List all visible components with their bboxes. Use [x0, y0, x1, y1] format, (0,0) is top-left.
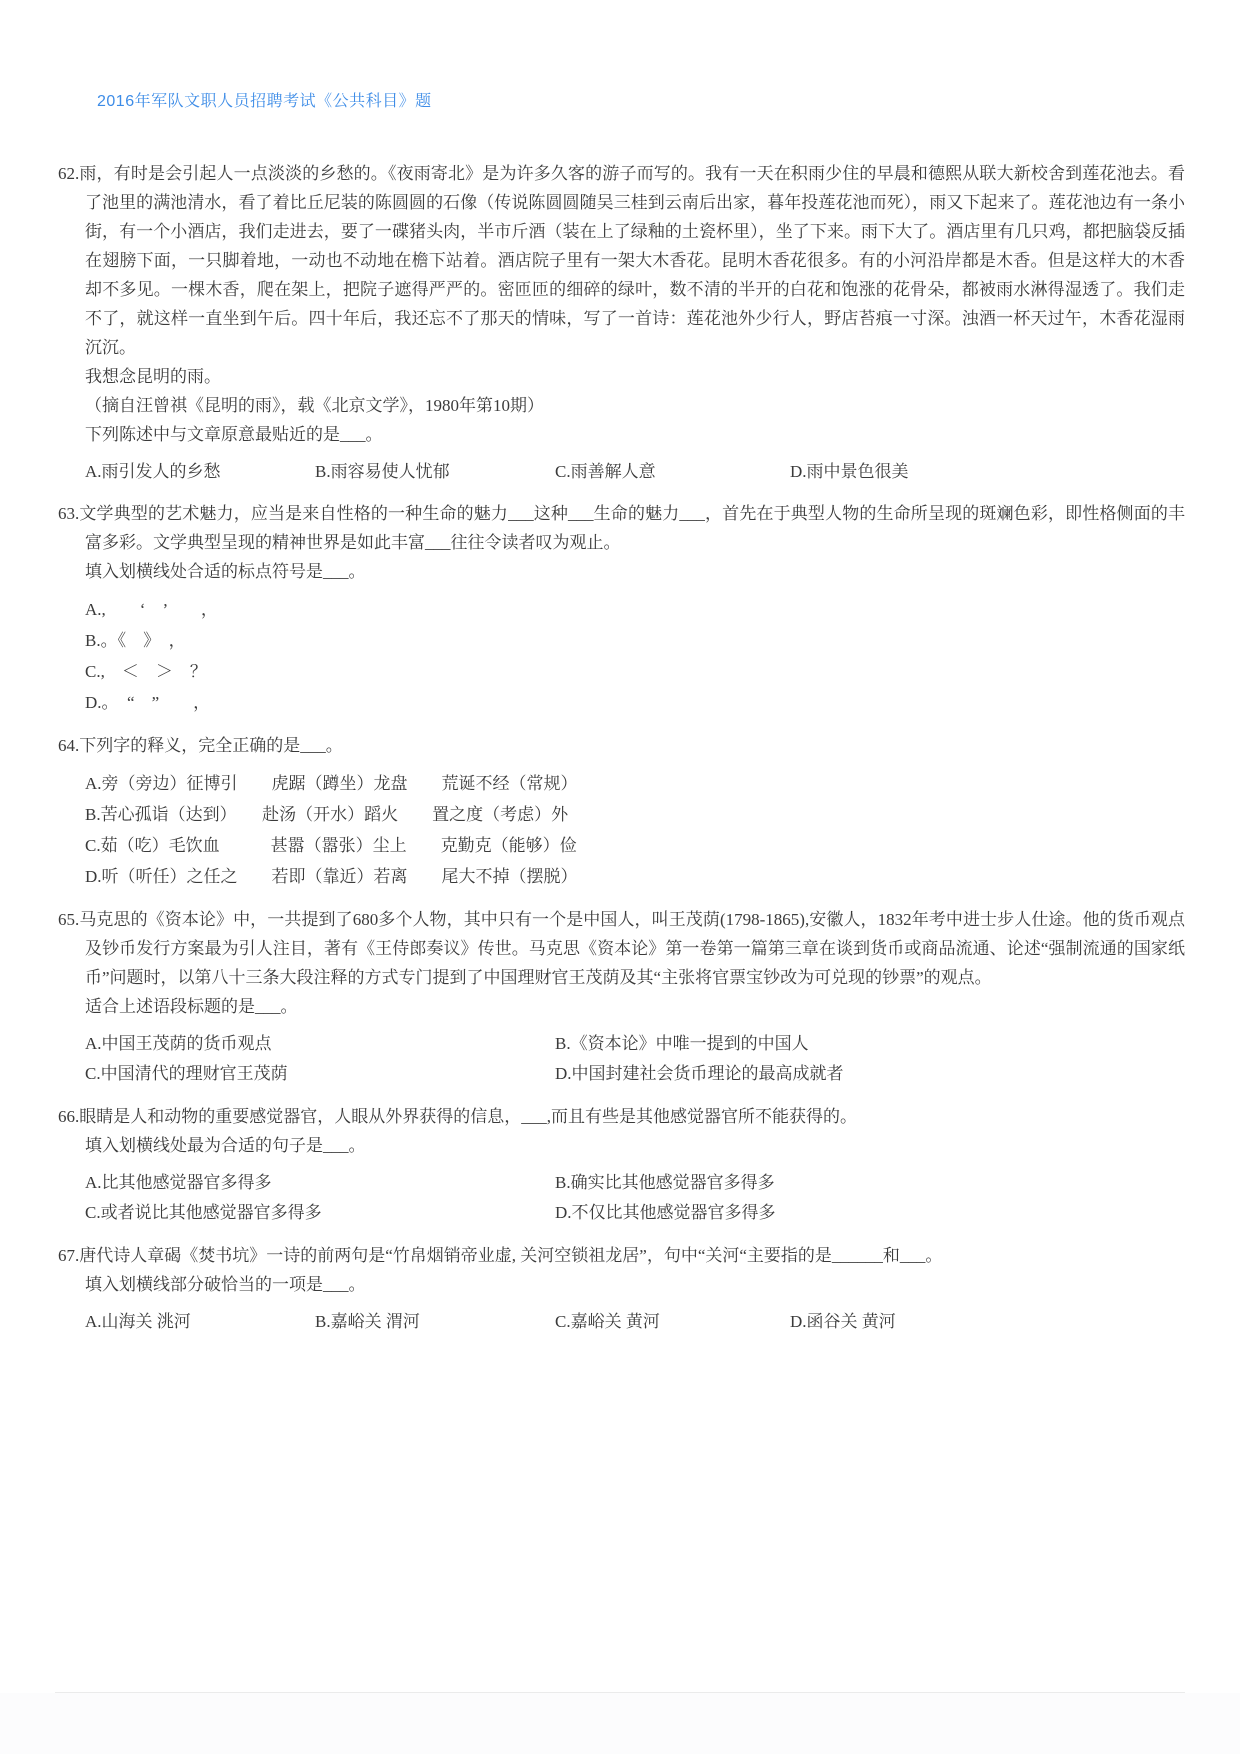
- question-stem-text: 文学典型的艺术魅力，应当是来自性格的一种生命的魅力___这种___生命的魅力___，首先在于典型人物的生命所呈现的斑斓色彩，即性格侧面的丰富多彩。文学典型呈现的精神世界是如此丰富___往往令读者叹为观止。: [79, 504, 1185, 552]
- option-a: A.雨引发人的乡愁: [85, 462, 221, 481]
- question-paragraph: 下列陈述中与文章原意最贴近的是___。: [85, 425, 383, 444]
- option-d: D.听（听任）之任之 若即（靠近）若离 尾大不掉（摆脱）: [85, 867, 578, 886]
- question-62: [58, 159, 1185, 486]
- question-paragraph: 填入划横线处合适的标点符号是___。: [85, 562, 366, 581]
- option-a: A.山海关 洮河: [85, 1312, 191, 1331]
- option-a: A.比其他感觉器官多得多: [85, 1173, 272, 1192]
- options-column: [58, 768, 1185, 892]
- option-c: C.或者说比其他感觉器官多得多: [85, 1203, 322, 1222]
- option-a: A.中国王茂荫的货币观点: [85, 1034, 272, 1053]
- options-grid: [58, 1168, 1185, 1228]
- question-stem-text: 唐代诗人章碣《焚书坑》一诗的前两句是“竹帛烟销帝业虚, 关河空锁祖龙居”，句中“关河“主要指的是______和___。: [79, 1246, 943, 1265]
- option-b: B.苦心孤诣（达到） 赴汤（开水）蹈火 置之度（考虑）外: [85, 805, 569, 824]
- question-64: [58, 731, 1185, 892]
- option-b: B.确实比其他感觉器官多得多: [555, 1173, 775, 1192]
- question-stem-text: 马克思的《资本论》中，一共提到了680多个人物，其中只有一个是中国人，叫王茂荫(1798-1865),安徽人，1832年考中进士步人仕途。他的货币观点及钞币发行方案最为引人注目，著有《王侍郎奏议》传世。马克思《资本论》第一卷第一篇第三章在谈到货币或商品流通、论述“强制流通的国家纸币”问题时，以第八十三条大段注释的方式专门提到了中国理财官王茂荫及其“主张将官票宝钞改为可兑现的钞票”的观点。: [79, 910, 1185, 987]
- options-grid: [58, 1029, 1185, 1089]
- question-number: 66.: [58, 1107, 80, 1126]
- question-66: [58, 1102, 1185, 1228]
- question-stem: [58, 1241, 1185, 1270]
- option-b: B.雨容易使人忧郁: [315, 462, 450, 481]
- option-c: C., ＜ ＞ ？: [85, 662, 207, 681]
- option-b: B.嘉峪关 渭河: [315, 1312, 420, 1331]
- question-67: [58, 1241, 1185, 1336]
- question-stem-text: 雨，有时是会引起人一点淡淡的乡愁的。《夜雨寄北》是为许多久客的游子而写的。我有一天在积雨少住的早晨和德熙从联大新校舍到莲花池去。看了池里的满池清水，看了着比丘尼装的陈圆圆的石像（传说陈圆圆随吴三桂到云南后出家，暮年投莲花池而死），雨又下起来了。莲花池边有一条小街，有一个小酒店，我们走进去，要了一碟猪头肉，半市斤酒（装在上了绿釉的土瓷杯里），坐了下来。雨下大了。酒店里有几只鸡，都把脑袋反插在翅膀下面，一只脚着地，一动也不动地在檐下站着。酒店院子里有一架大木香花。昆明木香花很多。有的小河沿岸都是木香。但是这样大的木香却不多见。一棵木香，爬在架上，把院子遮得严严的。密匝匝的细碎的绿叶，数不清的半开的白花和饱涨的花骨朵，都被雨水淋得湿透了。我们走不了，就这样一直坐到午后。四十年后，我还忘不了那天的情味，写了一首诗：莲花池外少行人，野店苔痕一寸深。浊酒一杯天过午，木香花湿雨沉沉。: [79, 164, 1185, 357]
- option-c: C.中国清代的理财官王茂荫: [85, 1064, 288, 1083]
- question-number: 64.: [58, 736, 80, 755]
- option-d: D.函谷关 黄河: [790, 1312, 896, 1331]
- question-63: [58, 499, 1185, 718]
- option-c: C.嘉峪关 黄河: [555, 1312, 660, 1331]
- question-stem: [58, 1102, 1185, 1131]
- question-stem: [58, 731, 1185, 760]
- question-number: 67.: [58, 1246, 80, 1265]
- option-c: C.雨善解人意: [555, 462, 656, 481]
- option-a: A., ‘ ’ ，: [85, 600, 218, 619]
- option-d: D.中国封建社会货币理论的最高成就者: [555, 1064, 844, 1083]
- option-d: D.雨中景色很美: [790, 462, 909, 481]
- question-paragraph: 填入划横线处最为合适的句子是___。: [85, 1136, 366, 1155]
- question-stem-text: 下列字的释义，完全正确的是___。: [79, 736, 343, 755]
- doc-title: 2016年军队文职人员招聘考试《公共科目》题: [97, 93, 432, 110]
- question-number: 62.: [58, 164, 80, 183]
- question-paragraph: 适合上述语段标题的是___。: [85, 997, 298, 1016]
- page-footer-area: [0, 1693, 1240, 1754]
- options-column: [58, 594, 1185, 718]
- option-b: B.《资本论》中唯一提到的中国人: [555, 1034, 809, 1053]
- question-stem: [58, 905, 1185, 992]
- options-row: [58, 457, 1185, 486]
- option-d: D.。 “ ” ，: [85, 693, 211, 712]
- question-65: [58, 905, 1185, 1089]
- question-paragraph: 填入划横线部分破恰当的一项是___。: [85, 1275, 366, 1294]
- options-row: [58, 1307, 1185, 1336]
- question-paragraph: （摘自汪曾祺《昆明的雨》，载《北京文学》，1980年第10期）: [85, 396, 544, 415]
- option-b: B.。《 》 ，: [85, 631, 186, 650]
- question-number: 65.: [58, 910, 80, 929]
- option-a: A.旁（旁边）征博引 虎踞（蹲坐）龙盘 荒诞不经（常规）: [85, 774, 578, 793]
- question-stem-text: 眼睛是人和动物的重要感觉器官，人眼从外界获得的信息，___,而且有些是其他感觉器官所不能获得的。: [79, 1107, 857, 1126]
- question-number: 63.: [58, 504, 80, 523]
- option-d: D.不仅比其他感觉器官多得多: [555, 1203, 776, 1222]
- question-stem: [58, 159, 1185, 362]
- question-stem: [58, 499, 1185, 557]
- question-paragraph: 我想念昆明的雨。: [85, 367, 221, 386]
- option-c: C.茹（吃）毛饮血 甚嚣（嚣张）尘上 克勤克（能够）俭: [85, 836, 577, 855]
